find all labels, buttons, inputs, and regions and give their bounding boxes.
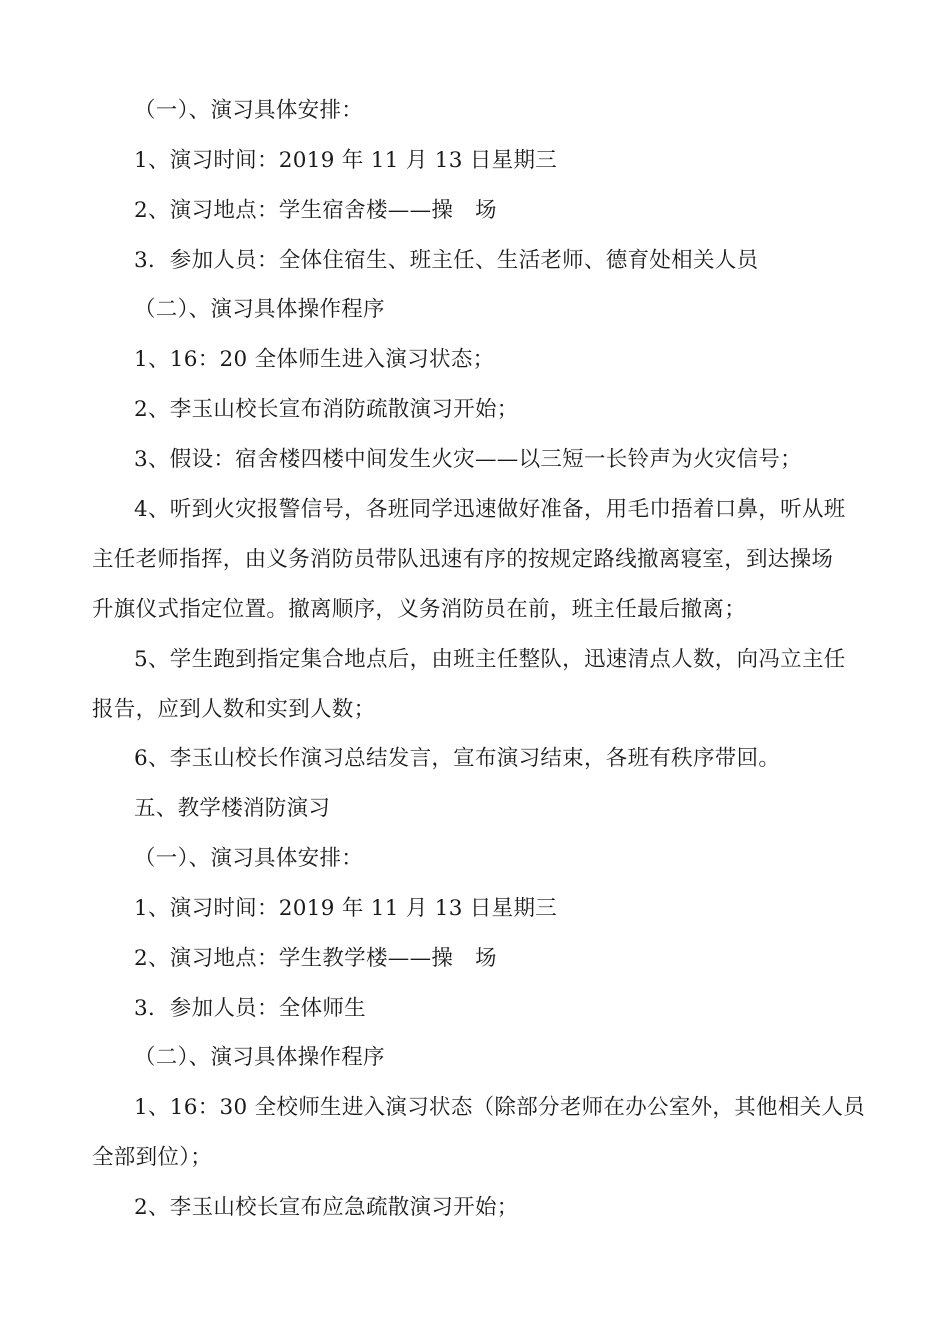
- list-item-time: 1、演习时间：2019 年 11 月 13 日星期三: [134, 148, 558, 173]
- list-item-step-4-continued: 主任老师指挥，由义务消防员带队迅速有序的按规定路线撤离寝室，到达操场: [92, 547, 834, 572]
- subsection-heading-procedure: （二）、演习具体操作程序: [134, 1045, 385, 1070]
- list-item-time: 1、演习时间：2019 年 11 月 13 日星期三: [134, 896, 558, 921]
- list-item-step-6: 6、李玉山校长作演习总结发言，宣布演习结束，各班有秩序带回。: [134, 746, 781, 771]
- list-item-step-1: 1、16：30 全校师生进入演习状态（除部分老师在办公室外，其他相关人员: [134, 1095, 866, 1120]
- list-item-participants: 3．参加人员：全体师生: [134, 996, 366, 1021]
- list-item-step-1: 1、16：20 全体师生进入演习状态；: [134, 347, 495, 372]
- list-item-step-2: 2、李玉山校长宣布应急疏散演习开始；: [134, 1195, 519, 1220]
- subsection-heading-arrangement: （一）、演习具体安排：: [134, 846, 364, 871]
- list-item-location: 2、演习地点：学生宿舍楼——操 场: [134, 198, 497, 223]
- list-item-location: 2、演习地点：学生教学楼——操 场: [134, 946, 497, 971]
- list-item-step-5: 5、学生跑到指定集合地点后，由班主任整队，迅速清点人数，向冯立主任: [134, 647, 846, 672]
- subsection-heading-arrangement: （一）、演习具体安排：: [134, 98, 364, 123]
- list-item-step-4: 4、听到火灾报警信号，各班同学迅速做好准备，用毛巾捂着口鼻，听从班: [134, 497, 846, 522]
- list-item-participants: 3．参加人员：全体住宿生、班主任、生活老师、德育处相关人员: [134, 248, 759, 273]
- subsection-heading-procedure: （二）、演习具体操作程序: [134, 297, 385, 322]
- list-item-step-5-continued: 报告，应到人数和实到人数；: [92, 697, 376, 722]
- section-heading-teaching-building: 五、教学楼消防演习: [134, 796, 331, 821]
- list-item-step-1-continued: 全部到位）；: [92, 1145, 213, 1170]
- list-item-step-3: 3、假设：宿舍楼四楼中间发生火灾——以三短一长铃声为火灾信号；: [134, 447, 802, 472]
- list-item-step-4-continued: 升旗仪式指定位置。撤离顺序，义务消防员在前，班主任最后撤离；: [92, 597, 747, 622]
- list-item-step-2: 2、李玉山校长宣布消防疏散演习开始；: [134, 397, 519, 422]
